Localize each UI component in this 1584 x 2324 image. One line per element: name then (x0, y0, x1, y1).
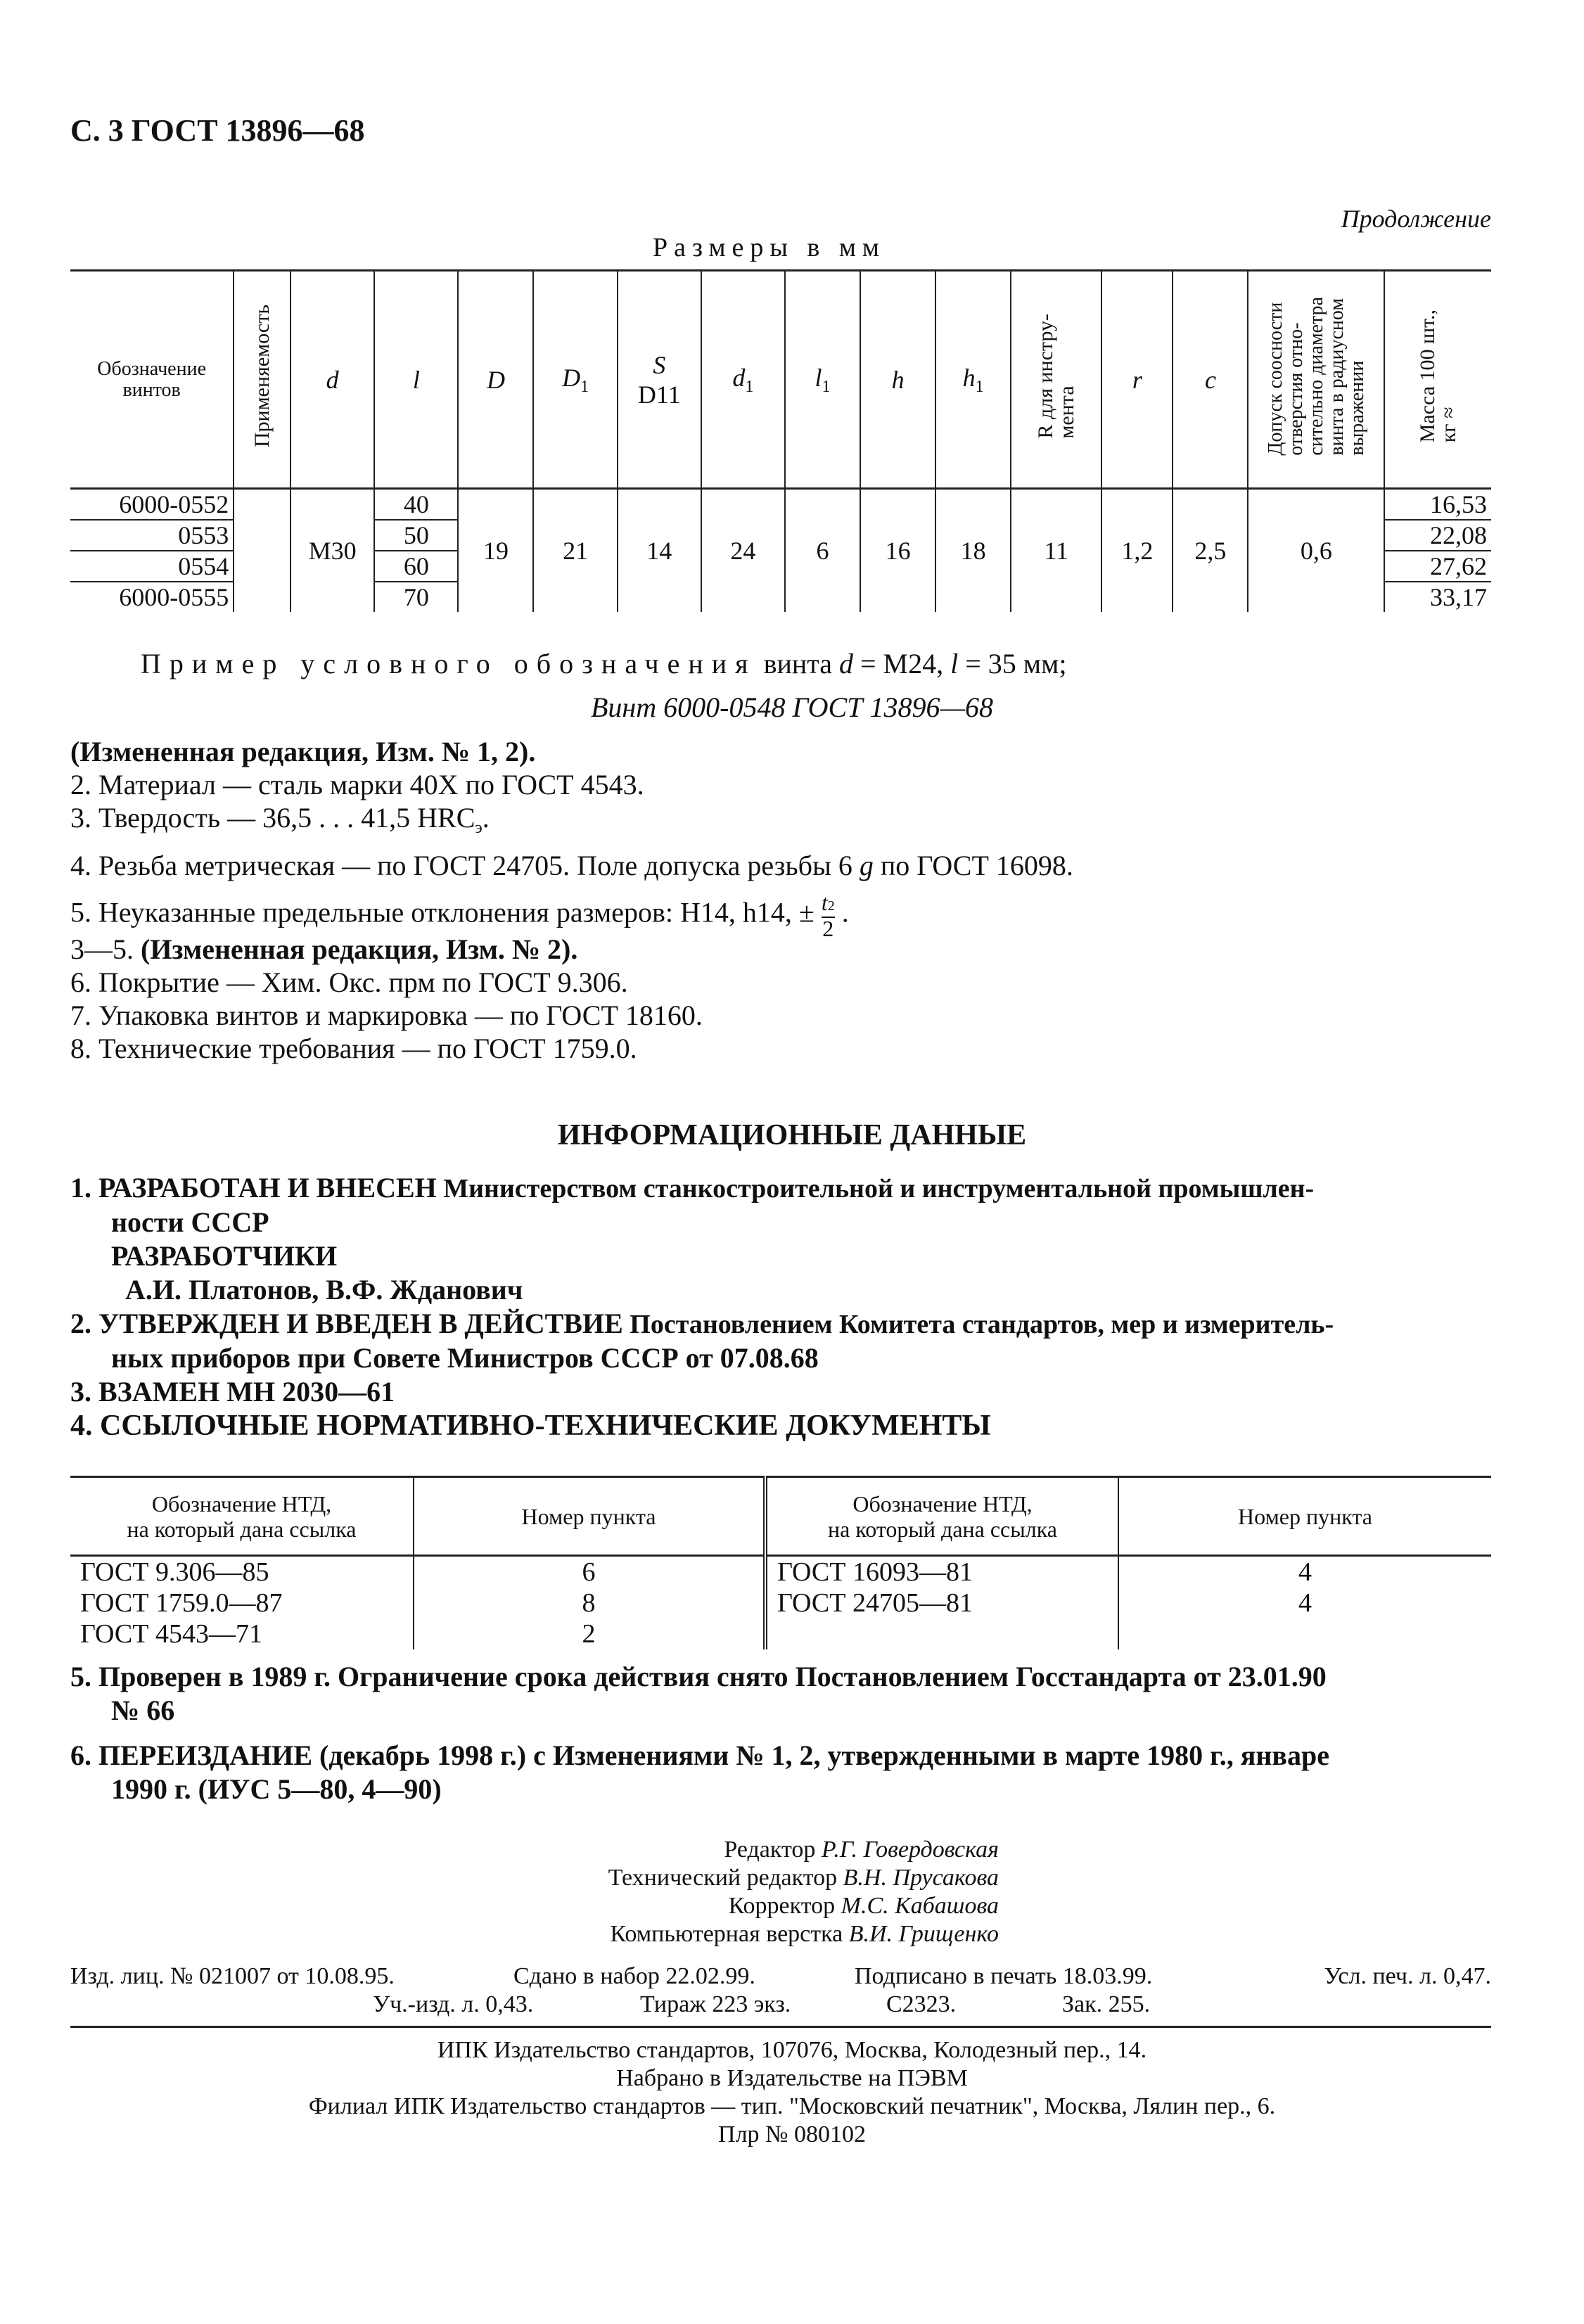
divider (70, 2026, 1491, 2028)
ref-item: 4 (1118, 1588, 1491, 1618)
credit-tech-editor: Технический редактор В.Н. Прусакова (608, 1865, 999, 1891)
refs-col-designation-2: Обозначение НТД, на который дана ссылка (765, 1477, 1118, 1556)
info-data-title: ИНФОРМАЦИОННЫЕ ДАННЫЕ (557, 1119, 1027, 1151)
info-item-2-cont: ных приборов при Совете Министров СССР от 07.08.68 (111, 1342, 819, 1374)
note-7: 7. Упаковка винтов и маркировка — по ГОСТ 18160. (70, 1000, 703, 1031)
col-h1: $h_1$ (935, 271, 1011, 489)
row-R: 11 (1011, 489, 1101, 613)
imprint-license: Изд. лиц. № 021007 от 10.08.95. (70, 1963, 395, 1989)
row-designation: 0554 (70, 551, 234, 582)
credits (549, 1836, 999, 1948)
credit-editor: Редактор Р.Г. Говердовская (724, 1837, 999, 1863)
table-row (70, 489, 1491, 521)
row-designation: 6000-0552 (70, 489, 234, 521)
col-c: c (1173, 271, 1248, 489)
page-title: С. 3 ГОСТ 13896—68 (70, 113, 365, 148)
row-S: 14 (618, 489, 701, 613)
note-4: 4. Резьба метрическая — по ГОСТ 24705. Поле допуска резьбы 6 g по ГОСТ 16098. (70, 850, 1073, 881)
col-S: S D11 (618, 271, 701, 489)
row-r: 1,2 (1101, 489, 1173, 613)
ref-item: 6 (414, 1556, 765, 1588)
col-r: r (1101, 271, 1173, 489)
note-3-5: 3—5. (Измененная редакция, Изм. № 2). (70, 933, 578, 965)
developers-heading: РАЗРАБОТЧИКИ (111, 1240, 338, 1272)
imprint-sent: Сдано в набор 22.02.99. (513, 1963, 755, 1989)
info-item-3: 3. ВЗАМЕН МН 2030—61 (70, 1376, 395, 1407)
publisher-line: Плр № 080102 (718, 2121, 866, 2147)
row-l: 70 (374, 582, 458, 612)
info-item-1: 1. РАЗРАБОТАН И ВНЕСЕН Министерством станкостроительной и инструментальной промышлен- (70, 1172, 1315, 1204)
col-h: h (860, 271, 935, 489)
row-mass: 27,62 (1384, 551, 1491, 582)
note-6: 6. Покрытие — Хим. Окс. прм по ГОСТ 9.306. (70, 966, 628, 998)
note-2: 2. Материал — сталь марки 40Х по ГОСТ 4543. (70, 769, 644, 800)
row-D: 19 (458, 489, 533, 613)
refs-header-row (70, 1477, 1491, 1556)
row-l: 40 (374, 489, 458, 521)
info-data (70, 1171, 1491, 1443)
col-d1: $d_1$ (701, 271, 785, 489)
col-D1: $D_1$ (533, 271, 617, 489)
row-applicability (234, 489, 290, 613)
row-designation: 6000-0555 (119, 583, 229, 611)
info-item-6: 6. ПЕРЕИЗДАНИЕ (декабрь 1998 г.) с Изменениями № 1, 2, утвержденными в марте 1980 г., январе 1990 г. (ИУС 5—80, 4—90) (70, 1739, 1330, 1805)
dimensions-table (70, 269, 1491, 612)
col-D: D (458, 271, 533, 489)
credit-layout: Компьютерная верстка В.И. Грищенко (610, 1921, 999, 1947)
ref-item-empty (1118, 1618, 1491, 1649)
info-item-2: 2. УТВЕРЖДЕН И ВВЕДЕН В ДЕЙСТВИЕ Постановлением Комитета стандартов, мер и измеритель- (70, 1308, 1334, 1339)
publisher-info (0, 2036, 1584, 2149)
publisher-line: ИПК Издательство стандартов, 107076, Москва, Колодезный пер., 14. (437, 2037, 1147, 2063)
dims-header-row (70, 271, 1491, 489)
imprint (70, 1962, 1491, 2019)
imprint-tirazh: Тираж 223 экз. (640, 1991, 791, 2017)
note-3: 3. Твердость — 36,5 . . . 41,5 $HRC_э$. (70, 802, 490, 837)
refs-col-designation: Обозначение НТД, на который дана ссылка (127, 1490, 357, 1542)
ref-doc: ГОСТ 16093—81 (765, 1556, 1118, 1588)
row-c: 2,5 (1173, 489, 1248, 613)
reference-docs-table (70, 1476, 1491, 1649)
row-d1: 24 (701, 489, 785, 613)
credit-corrector: Корректор М.С. Кабашова (728, 1893, 999, 1919)
ref-doc-empty (765, 1618, 1118, 1649)
row-designation: 0553 (70, 520, 234, 551)
imprint-usl: Усл. печ. л. 0,47. (1324, 1963, 1491, 1989)
ref-item: 2 (414, 1618, 765, 1649)
imprint-zak: Зак. 255. (1062, 1991, 1151, 2017)
row-h1: 18 (935, 489, 1011, 613)
refs-col-item: Номер пункта (414, 1477, 765, 1556)
col-l1: $l_1$ (785, 271, 860, 489)
designation-example: Пример условного обозначения винта d = M24, l = 35 мм; (141, 648, 1067, 679)
row-d: M30 (290, 489, 374, 613)
table-row (70, 1556, 1491, 1588)
imprint-code: С2323. (886, 1991, 957, 2017)
row-mass: 16,53 (1384, 489, 1491, 521)
info-item-4: 4. ССЫЛОЧНЫЕ НОРМАТИВНО-ТЕХНИЧЕСКИЕ ДОКУМЕНТЫ (70, 1410, 991, 1442)
col-d: d (290, 271, 374, 489)
table-row (70, 1618, 1491, 1649)
ref-doc: ГОСТ 24705—81 (765, 1588, 1118, 1618)
row-l: 50 (374, 520, 458, 551)
row-l1: 6 (785, 489, 860, 613)
ref-item: 8 (414, 1588, 765, 1618)
note-edit1: (Измененная редакция, Изм. № 1, 2). (70, 736, 536, 767)
dimensions-note: Размеры в мм (653, 233, 886, 262)
col-mass: Масса 100 шт., кг ≈ (1384, 271, 1491, 489)
technical-notes (70, 735, 1073, 1065)
developers-names: А.И. Платонов, В.Ф. Жданович (125, 1274, 523, 1305)
refs-col-item-2: Номер пункта (1118, 1477, 1491, 1556)
info-data-2 (70, 1660, 1491, 1818)
col-applicability: Применяемость (234, 271, 290, 489)
ref-doc: ГОСТ 1759.0—87 (80, 1588, 283, 1618)
note-8: 8. Технические требования — по ГОСТ 1759.0. (70, 1033, 637, 1064)
note-5: 5. Неуказанные предельные отклонения размеров: H14, h14, ± $\frac{t2}{2}$ . (70, 890, 849, 941)
row-h: 16 (860, 489, 935, 613)
imprint-uch: Уч.-изд. л. 0,43. (373, 1991, 534, 2017)
ref-doc: ГОСТ 9.306—85 (80, 1557, 269, 1587)
continuation-label: Продолжение (1341, 205, 1491, 233)
col-R: R для инстру- мента (1011, 271, 1101, 489)
info-item-5: 5. Проверен в 1989 г. Ограничение срока действия снято Постановлением Госстандарта от 23.01.90 № 66 (70, 1661, 1327, 1726)
col-l: l (374, 271, 458, 489)
col-tolerance: Допуск соосности отверстия отно- сительно диаметра винта в радиусном выражении (1248, 271, 1384, 489)
ref-doc: ГОСТ 4543—71 (80, 1619, 262, 1649)
row-mass: 33,17 (1384, 582, 1491, 612)
ref-item: 4 (1118, 1556, 1491, 1588)
row-D1: 21 (533, 489, 617, 613)
table-row (70, 1588, 1491, 1618)
row-mass: 22,08 (1384, 520, 1491, 551)
col-designation: Обозначение винтов (97, 357, 206, 401)
info-item-1-cont: ности СССР (111, 1206, 269, 1238)
publisher-line: Филиал ИПК Издательство стандартов — тип. "Московский печатник", Москва, Лялин пер., 6. (308, 2093, 1276, 2119)
row-l: 60 (374, 551, 458, 582)
row-tolerance: 0,6 (1248, 489, 1384, 613)
imprint-signed: Подписано в печать 18.03.99. (855, 1963, 1153, 1989)
publisher-line: Набрано в Издательстве на ПЭВМ (616, 2065, 968, 2091)
designation-example-line2: Винт 6000-0548 ГОСТ 13896—68 (590, 691, 994, 723)
